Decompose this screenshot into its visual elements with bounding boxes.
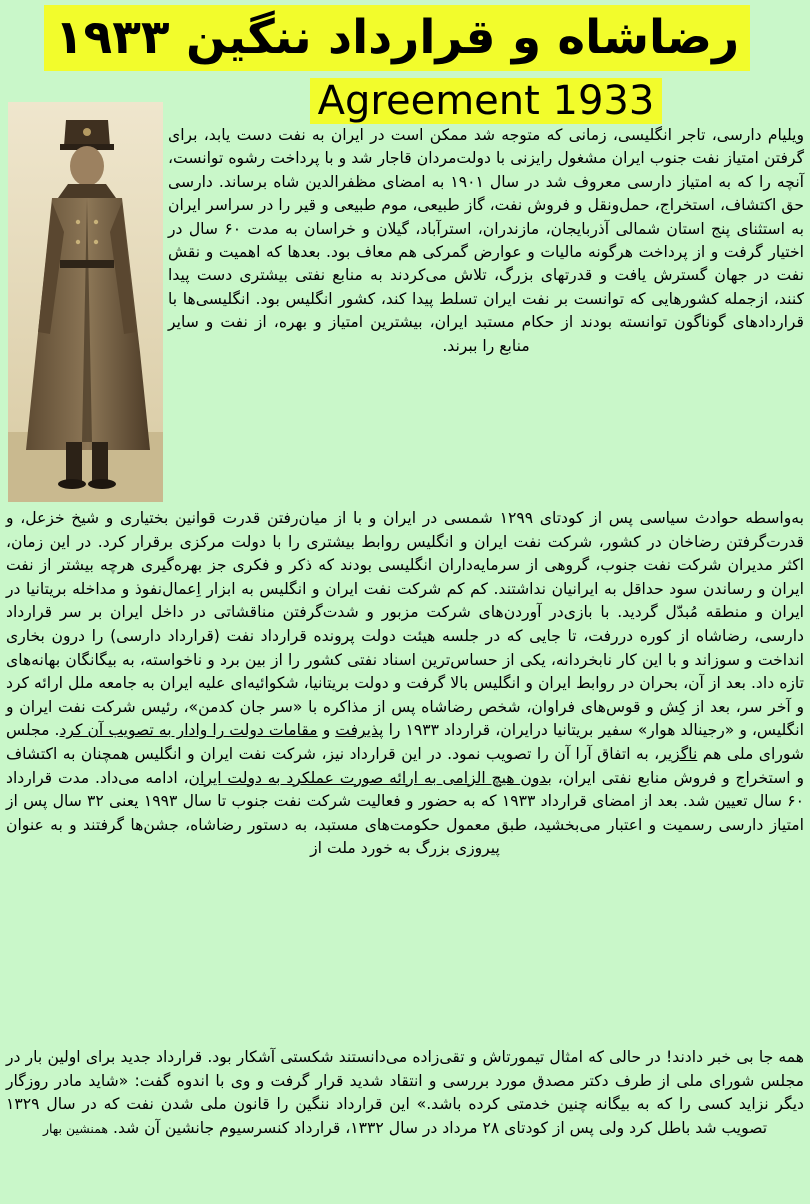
- author-signature: همنشین بهار: [42, 1120, 109, 1136]
- main-paragraph: [6, 507, 804, 861]
- main-text: و: [317, 721, 336, 740]
- main-text: . مجلس شورای ملی هم: [6, 721, 804, 763]
- underlined-phrase-officials: مقامات دولت را وادار به تصویب آن کرد: [59, 721, 318, 740]
- closing-paragraph: [6, 1046, 804, 1140]
- main-text: ، به اتفاق آرا آن را تصویب نمود. در این قرارداد نیز، شرکت نفت ایران و انگلیس همچنان به اکتشاف و استخراج و فروش منابع نفتی ایران،: [6, 744, 804, 787]
- main-text: ، ادامه می‌داد. مدت قرارداد ۶۰ سال تعیین شد. بعد از امضای قرارداد ۱۹۳۳ که به حضور و فعالیت شرکت نفت جنوب تا سال ۱۹۹۳ یعنی ۳۲ سال پس از امتیاز دارسی رسمیت و اعتبار می‌بخشید، طبق معمول حکومت‌های مستبد، به دستور رضاشاه، جشن‌ها گرفتند و به عنوان پیروزی بزرگ به خورد ملت از: [6, 768, 804, 858]
- underlined-phrase-accepted: پذیرفت: [335, 721, 384, 740]
- main-text: به‌واسطه حوادث سیاسی پس از کودتای ۱۲۹۹ شمسی در ایران و با از میان‌رفتن قدرت قوانین بختیاری و شیخ خزعل، و قدرت‌گرفتن رضاخان در کشور، شرکت نفت ایران و انگلیس روابط بیشتری را با دولت مرکزی برقرار کرد. در این زمان، اکثر مدیران شرکت نفت جنوب، گروهی از سرمایه‌داران انگلیسی بودند که ذکر و فکری جز بهره‌گیری هرچه بیشتر از نفت ایران و رساندن سود حداقل به ایرانیان نداشتند. کم کم شرکت نفت ایران و انگلیس به ابزار اِعمال‌نفوذ و مداخله بریتانیا در ایران و منطقه مُبدّل گردید. با بازی‌در آوردن‌های شرکت مزبور و شدت‌گرفتن مناقشاتی در داخل ایران بر سر قرارداد دارسی، رضاشاه از کوره دررفت، تا جایی که در جلسه هیئت دولت پرونده قرارداد نفت (قرارداد دارسی) را درون بخاری انداخت و سوزاند و با این کار نابخردانه، یکی از حساس‌ترین اسناد نفتی کشور را از بین برد و ناخواسته، به بیگانگان بهانه‌های تازه داد. بعد از آن، بحران در روابط ایران و انگلیس بالا گرفت و دولت بریتانیا، شکوائیه‌ای علیه ایران به جامعه ملل ارائه کرد و آخر سر، بعد از کِش و قوس‌های فراوان، شخص رضاشاه پس از مذاکره با «سر جان کدمن»، رئیس شرکت نفت ایران و انگلیس، و «رجینالد هوار» سفیر بریتانیا درایران، قرارداد ۱۹۳۳ را: [6, 509, 804, 740]
- intro-paragraph: ویلیام دارسی، تاجر انگلیسی، زمانی که متوجه شد ممکن است در ایران به نفت دست یابد، برای گرفتن امتیاز نفت جنوب ایران مشغول رایزنی با دولت‌مردان قاجار شد و با پرداخت رشوه توانست، آنچه را که به امتیاز دارسی معروف شد در سال ۱۹۰۱ به امضای مظفرالدین شاه برساند. دارسی حق اکتشاف، استخراج، حمل‌ونقل و فروش نفت، گاز طبیعی، موم طبیعی و قیر را در سراسر ایران به استثنای پنج استان شمالی آذربایجان، مازندران، استرآباد، گیلان و خراسان به مدت ۶۰ سال در اختیار گرفت و از پرداخت هرگونه مالیات و عوارض گمرکی هم معاف بود. بعدها که اهمیت و نقش نفت در جهان گسترش یافت و قدرتهای بزرگ، تلاش می‌کردند به منابع نفتی بیشتری دست پیدا کنند، ازجمله کشورهایی که توانست بر نفت ایران تسلط پیدا کند، کشور انگلیس بود. انگلیسی‌ها با قراردادهای گوناگون توانسته بودند از حکام مستبد ایران، بیشترین امتیاز و بهره، از نفت و سایر منابع را ببرند.: [168, 126, 804, 355]
- page-title: رضاشاه و قرارداد ننگین ۱۹۳۳: [44, 5, 750, 71]
- page-subtitle: Agreement 1933: [310, 78, 662, 124]
- underlined-phrase-forced: ناگزیر: [659, 744, 698, 763]
- underlined-phrase-no-obligation: بدون هیچ الزامی به ارائه صورت عملکرد به دولت ایران: [188, 768, 552, 787]
- reza-shah-photo: [8, 102, 163, 502]
- closing-text: همه جا بی خبر دادند! در حالی که امثال تیمورتاش و تقی‌زاده می‌دانستند شکستی آشکار بود. قرارداد جدید برای اولین بار در مجلس شورای ملی از طرف دکتر مصدق مورد بررسی و انتقاد شدید قرار گرفت و وی با اندوه گفت: «شاید مادر روزگار دیگر نزاید کسی را که به بیگانه چنین خدمتی کرده باشد.» این قرارداد ننگین را قانون ملی شدن نفت که در سال ۱۳۲۹ تصویب شد باطل کرد ولی پس از کودتای ۲۸ مرداد در سال ۱۳۳۲، قرارداد کنسرسیوم جانشین آن شد.: [6, 1048, 804, 1137]
